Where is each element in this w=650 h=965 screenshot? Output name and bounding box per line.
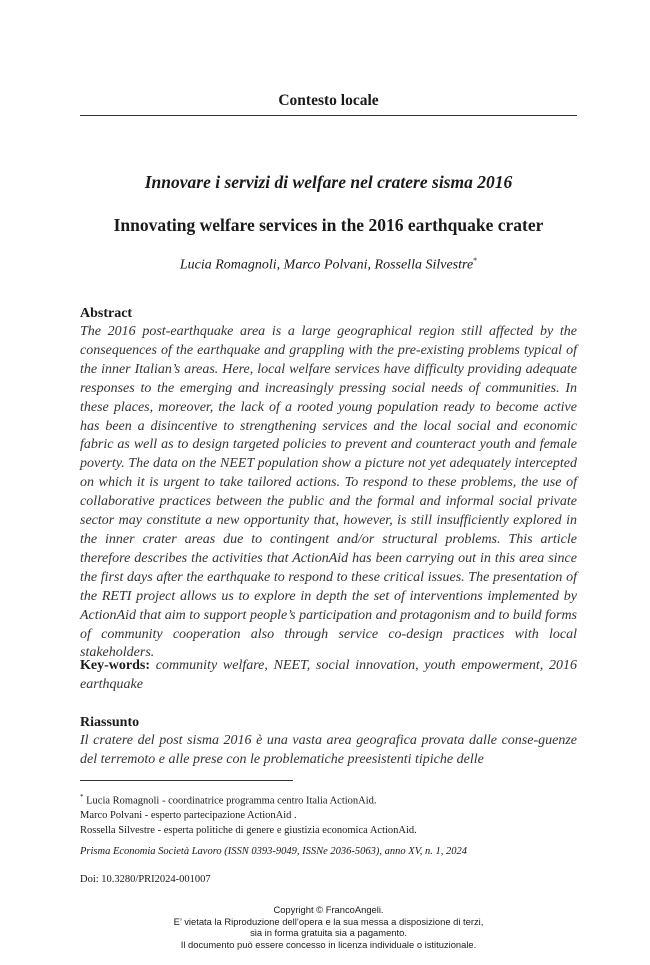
copyright-line-1: Copyright © FrancoAngeli.	[273, 904, 384, 915]
footnote-marker: *	[80, 793, 84, 801]
abstract-heading: Abstract	[80, 306, 133, 321]
footnote-line-1	[80, 790, 577, 809]
footnote-line-3: Rossella Silvestre - esperta politiche di genere e giustizia economica ActionAid.	[80, 824, 417, 836]
footnotes	[80, 790, 577, 838]
authors-line	[60, 256, 597, 274]
copyright-line-3: sia in forma gratuita sia a pagamento.	[250, 927, 407, 939]
copyright-line-2: E’ vietata la Riproduzione dell’opera e la sua messa a disposizione di terzi,	[173, 915, 484, 927]
footnote-text: Lucia Romagnoli - coordinatrice programma centro Italia ActionAid.	[83, 795, 377, 807]
section-header: Contesto locale	[278, 92, 379, 109]
journal-citation: Prisma Economia Società Lavoro (ISSN 0393-9049, ISSNe 2036-5063), anno XV, n. 1, 2024	[80, 846, 468, 857]
keywords-text: community welfare, NEET, social innovation, youth empowerment, 2016 earthquake	[80, 658, 577, 692]
keywords-label: Key-words	[80, 658, 146, 673]
title-english: Innovating welfare services in the 2016 earthquake crater	[113, 215, 544, 235]
copyright-line-4: Il documento può essere concesso in licenza individuale o istituzionale.	[180, 938, 477, 950]
footnote-rule	[80, 780, 293, 781]
abstract-text: The 2016 post-earthquake area is a large geographical region still affected by the consequences of the earthquake and grappling with the pre-existing problems typical of the inner Italian’s areas. Here, local welfare services have difficulty providing adequate responses to the emerging and increasingly pressing social needs of communities. In these places, moreover, the lack of a rooted young population ready to become active has been a disincentive to strengthening services and the local social and economic fabric as well as to design targeted policies to prevent and counteract youth and female poverty. The data on the NEET population show a picture not yet adequately intercepted on which it is urgent to take tailored actions. To respond to these problems, the use of collaborative practices between the public and the formal and informal social private sector may constitute a new opportunity that, however, is still insufficiently explored in the inner crater areas due to contingent and/or structural problems. This article therefore describes the activities that ActionAid has been carrying out in this area since the first days after the earthquake to respond to these critical issues. The presentation of the RETI project allows us to explore in depth the set of interventions implemented by ActionAid that aim to support people’s participation and protagonism and to build forms of community cooperation also through service co-design practices with local stakeholders.	[80, 324, 578, 661]
title-italian: Innovare i servizi di welfare nel cratere sisma 2016	[144, 172, 513, 192]
authors-footnote-marker: *	[473, 256, 478, 265]
authors-names: Lucia Romagnoli, Marco Polvani, Rossella Silvestre	[179, 257, 474, 273]
keywords-separator: :	[145, 658, 156, 673]
keywords	[80, 656, 577, 694]
copyright-notice	[80, 904, 577, 950]
header-rule	[80, 115, 577, 116]
doi: Doi: 10.3280/PRI2024-001007	[80, 874, 211, 885]
footnote-line-2: Marco Polvani - esperto partecipazione ActionAid .	[80, 810, 297, 821]
riassunto-heading: Riassunto	[80, 715, 140, 730]
riassunto-text: Il cratere del post sisma 2016 è una vasta area geografica provata dalle conse-guenze del terremoto e alle prese con le problematiche preesistenti tipiche delle	[80, 733, 577, 767]
